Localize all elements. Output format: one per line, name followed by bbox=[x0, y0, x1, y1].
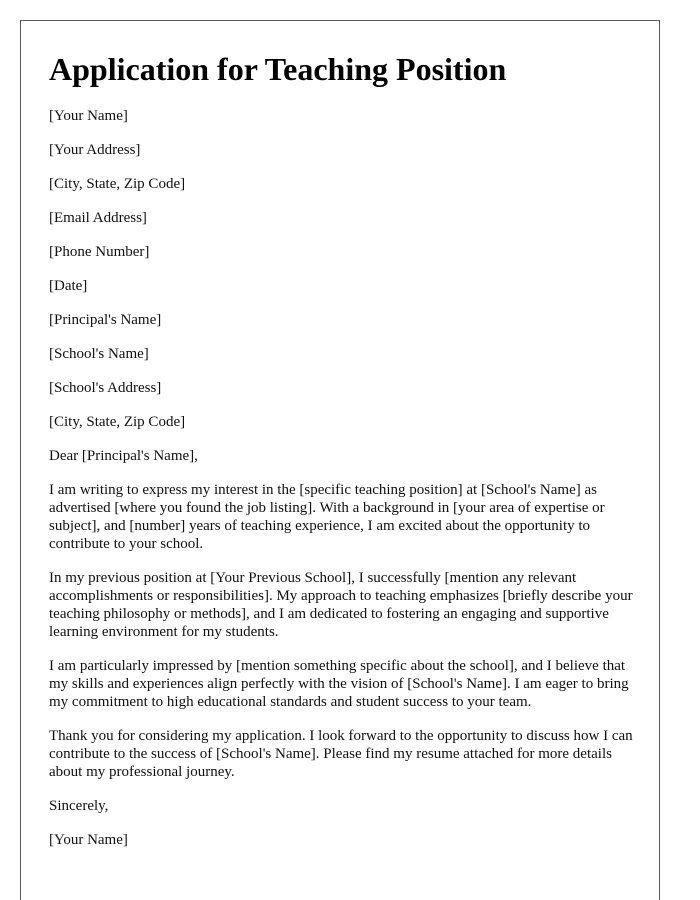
sender-city-state-zip: [City, State, Zip Code] bbox=[49, 176, 186, 192]
sender-address: [Your Address] bbox=[49, 142, 141, 158]
closing: Sincerely, bbox=[49, 798, 109, 814]
body-paragraph: I am writing to express my interest in the [specific teaching position] at [School's Name] as advertised [where you found the job listing]. With a background in [your area of expertise or subject], and [number] years of teaching experience, I am excited about the opportunity to contribute to your school. bbox=[49, 482, 605, 552]
recipient-city-state-zip: [City, State, Zip Code] bbox=[49, 414, 186, 430]
letter-page bbox=[20, 20, 660, 900]
recipient-school: [School's Name] bbox=[49, 346, 149, 362]
body-paragraph: In my previous position at [Your Previous School], I successfully [mention any relevant accomplishments or responsibilities]. My approach to teaching emphasizes [briefly describe your teaching philosophy or methods], and I am dedicated to fostering an engaging and supportive learning environment for my students. bbox=[49, 570, 633, 640]
letter-content bbox=[49, 49, 633, 865]
recipient-address: [School's Address] bbox=[49, 380, 162, 396]
sender-phone: [Phone Number] bbox=[49, 244, 150, 260]
body-paragraph: Thank you for considering my application. I look forward to the opportunity to discuss how I can contribute to the success of [School's Name]. Please find my resume attached for more details about my professional journey. bbox=[49, 728, 633, 780]
signature: [Your Name] bbox=[49, 832, 128, 848]
salutation: Dear [Principal's Name], bbox=[49, 448, 198, 464]
sender-email: [Email Address] bbox=[49, 210, 147, 226]
page-title: Application for Teaching Position bbox=[49, 51, 507, 87]
letter-date: [Date] bbox=[49, 278, 88, 294]
sender-name: [Your Name] bbox=[49, 108, 128, 124]
recipient-name: [Principal's Name] bbox=[49, 312, 162, 328]
body-paragraph: I am particularly impressed by [mention something specific about the school], and I believe that my skills and experiences align perfectly with the vision of [School's Name]. I am eager to bring my commitment to high educational standards and student success to your team. bbox=[49, 658, 629, 710]
